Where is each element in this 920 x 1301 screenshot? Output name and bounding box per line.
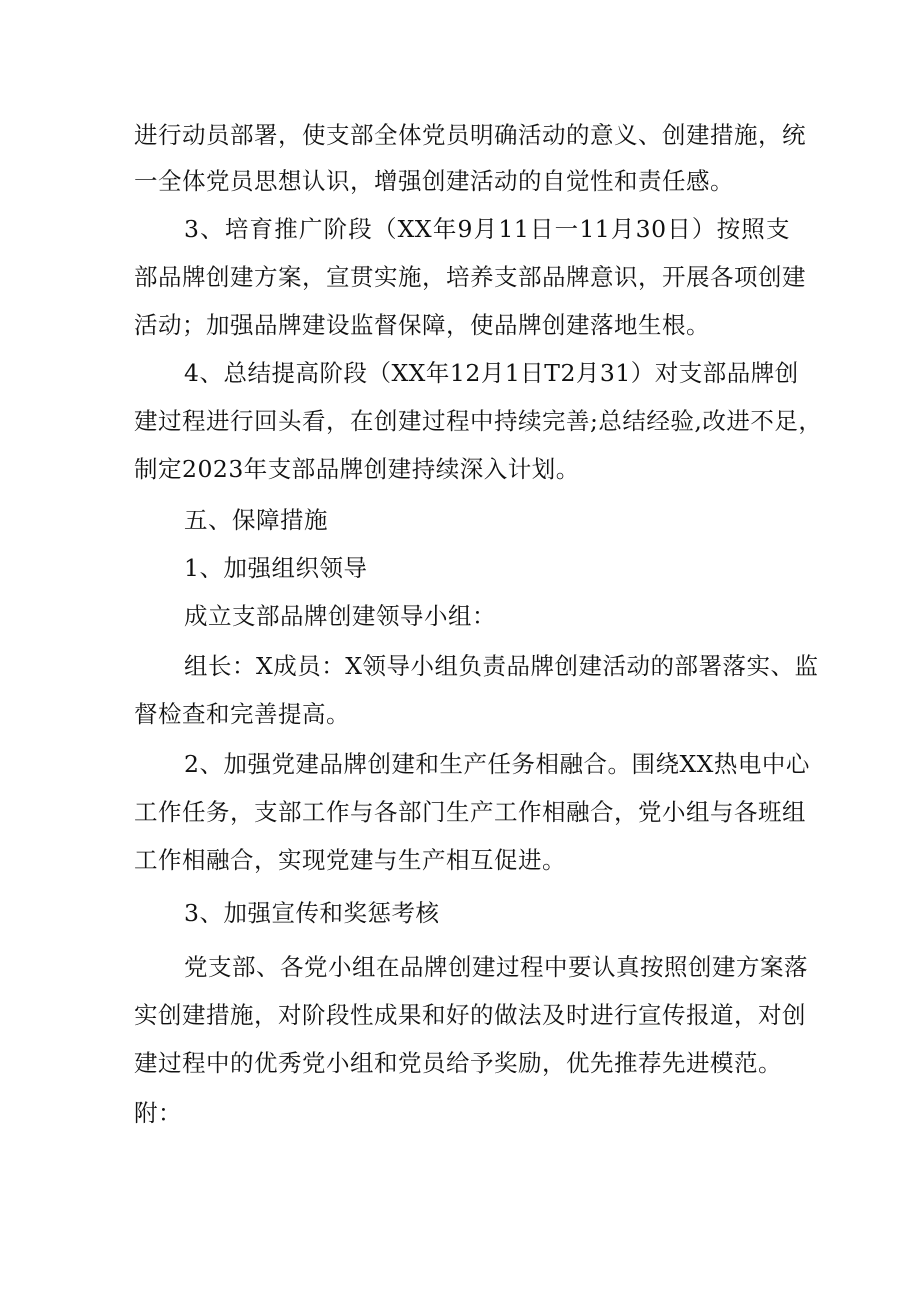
text-line: 组长：X成员：X领导小组负责品牌创建活动的部署落实、监: [184, 652, 819, 680]
text-line: 督检查和完善提高。: [134, 700, 350, 728]
text-line: 4、总结提高阶段（XX年12月1日T2月31）对支部品牌创: [184, 359, 799, 387]
text-line: 成立支部品牌创建领导小组：: [184, 602, 496, 630]
text-line: 建过程进行回头看，在创建过程中持续完善;总结经验,改进不足，: [134, 407, 823, 435]
text-line: 进行动员部署，使支部全体党员明确活动的意义、创建措施，统: [134, 121, 806, 149]
section-heading: 五、保障措施: [184, 506, 328, 534]
text-line: 2、加强党建品牌创建和生产任务相融合。围绕XX热电中心: [184, 750, 810, 778]
text-line: 一全体党员思想认识，增强创建活动的自觉性和责任感。: [134, 167, 734, 195]
text-line: 活动；加强品牌建设监督保障，使品牌创建落地生根。: [134, 311, 710, 339]
subsection-heading: 1、加强组织领导: [184, 554, 368, 582]
text-line: 工作相融合，实现党建与生产相互促进。: [134, 846, 566, 874]
text-line: 党支部、各党小组在品牌创建过程中要认真按照创建方案落: [184, 953, 808, 981]
text-line: 制定2023年支部品牌创建持续深入计划。: [134, 455, 580, 483]
appendix-label: 附：: [134, 1099, 182, 1127]
text-line: 工作任务，支部工作与各部门生产工作相融合，党小组与各班组: [134, 798, 806, 826]
text-line: 实创建措施，对阶段性成果和好的做法及时进行宣传报道，对创: [134, 1001, 806, 1029]
text-line: 建过程中的优秀党小组和党员给予奖励，优先推荐先进模范。: [134, 1049, 782, 1077]
text-line: 部品牌创建方案，宣贯实施，培养支部品牌意识，开展各项创建: [134, 263, 806, 291]
text-line: 3、培育推广阶段（XX年9月11日一11月30日）按照支: [184, 215, 790, 243]
subsection-heading: 3、加强宣传和奖惩考核: [184, 899, 440, 927]
